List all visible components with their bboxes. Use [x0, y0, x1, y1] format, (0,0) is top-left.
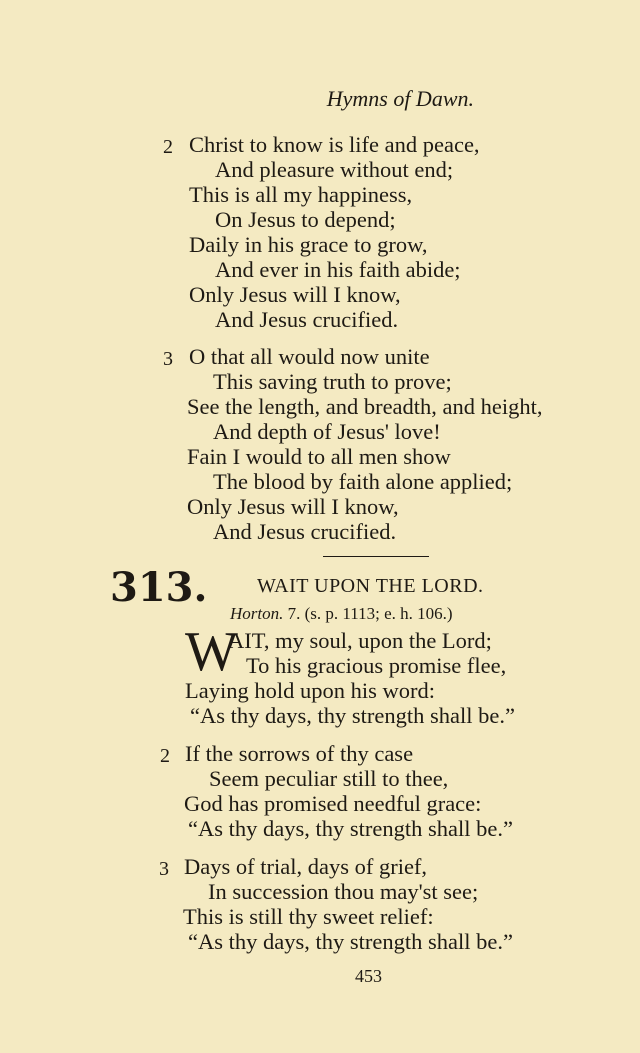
verse-line: Days of trial, days of grief, — [184, 854, 428, 879]
verse-line: See the length, and breadth, and height, — [187, 394, 543, 419]
stanza-number: 2 — [163, 136, 173, 158]
verse-line: Christ to know is life and peace, — [189, 132, 480, 157]
verse-line: This is still thy sweet relief: — [183, 904, 434, 929]
verse-line: This saving truth to prove; — [213, 369, 452, 394]
meter: 7. — [287, 604, 301, 623]
verse-line: And pleasure without end; — [215, 157, 454, 182]
verse-line: The blood by faith alone applied; — [213, 469, 513, 494]
verse-line: This is all my happiness, — [189, 182, 413, 207]
drop-cap: W — [185, 621, 238, 683]
hymn-number: 313. — [110, 564, 208, 611]
verse-line: Laying hold upon his word: — [185, 678, 435, 703]
verse-line: Seem peculiar still to thee, — [209, 766, 449, 791]
verse-line: And ever in his faith abide; — [215, 257, 461, 282]
verse-line: In succession thou may'st see; — [208, 879, 479, 904]
verse-line: O that all would now unite — [189, 344, 430, 369]
verse-line: Only Jesus will I know, — [189, 282, 401, 307]
verse-line: “As thy days, thy strength shall be.” — [190, 703, 515, 728]
verse-line: Only Jesus will I know, — [187, 494, 399, 519]
section-divider — [323, 556, 429, 557]
stanza-number: 3 — [159, 858, 169, 880]
tune-name: Horton. — [230, 604, 284, 623]
hymn-tune-meta — [230, 604, 453, 624]
verse-line: And Jesus crucified. — [213, 519, 397, 544]
hymn-refs: (s. p. 1113; e. h. 106.) — [304, 604, 453, 623]
verse-line: AIT, my soul, upon the Lord; — [228, 628, 492, 653]
hymn-title: WAIT UPON THE LORD. — [257, 575, 484, 597]
verse-line: Daily in his grace to grow, — [189, 232, 428, 257]
verse-line: Fain I would to all men show — [187, 444, 451, 469]
page-number: 453 — [355, 966, 382, 986]
verse-line: To his gracious promise flee, — [246, 653, 507, 678]
verse-line: On Jesus to depend; — [215, 207, 396, 232]
stanza-number: 2 — [160, 745, 170, 767]
verse-line: “As thy days, thy strength shall be.” — [188, 816, 513, 841]
verse-line: And Jesus crucified. — [215, 307, 399, 332]
verse-line: “As thy days, thy strength shall be.” — [188, 929, 513, 954]
running-title: Hymns of Dawn. — [326, 86, 474, 111]
verse-line: God has promised needful grace: — [184, 791, 482, 816]
verse-line: And depth of Jesus' love! — [213, 419, 441, 444]
stanza-number: 3 — [163, 348, 173, 370]
verse-line: If the sorrows of thy case — [185, 741, 414, 766]
